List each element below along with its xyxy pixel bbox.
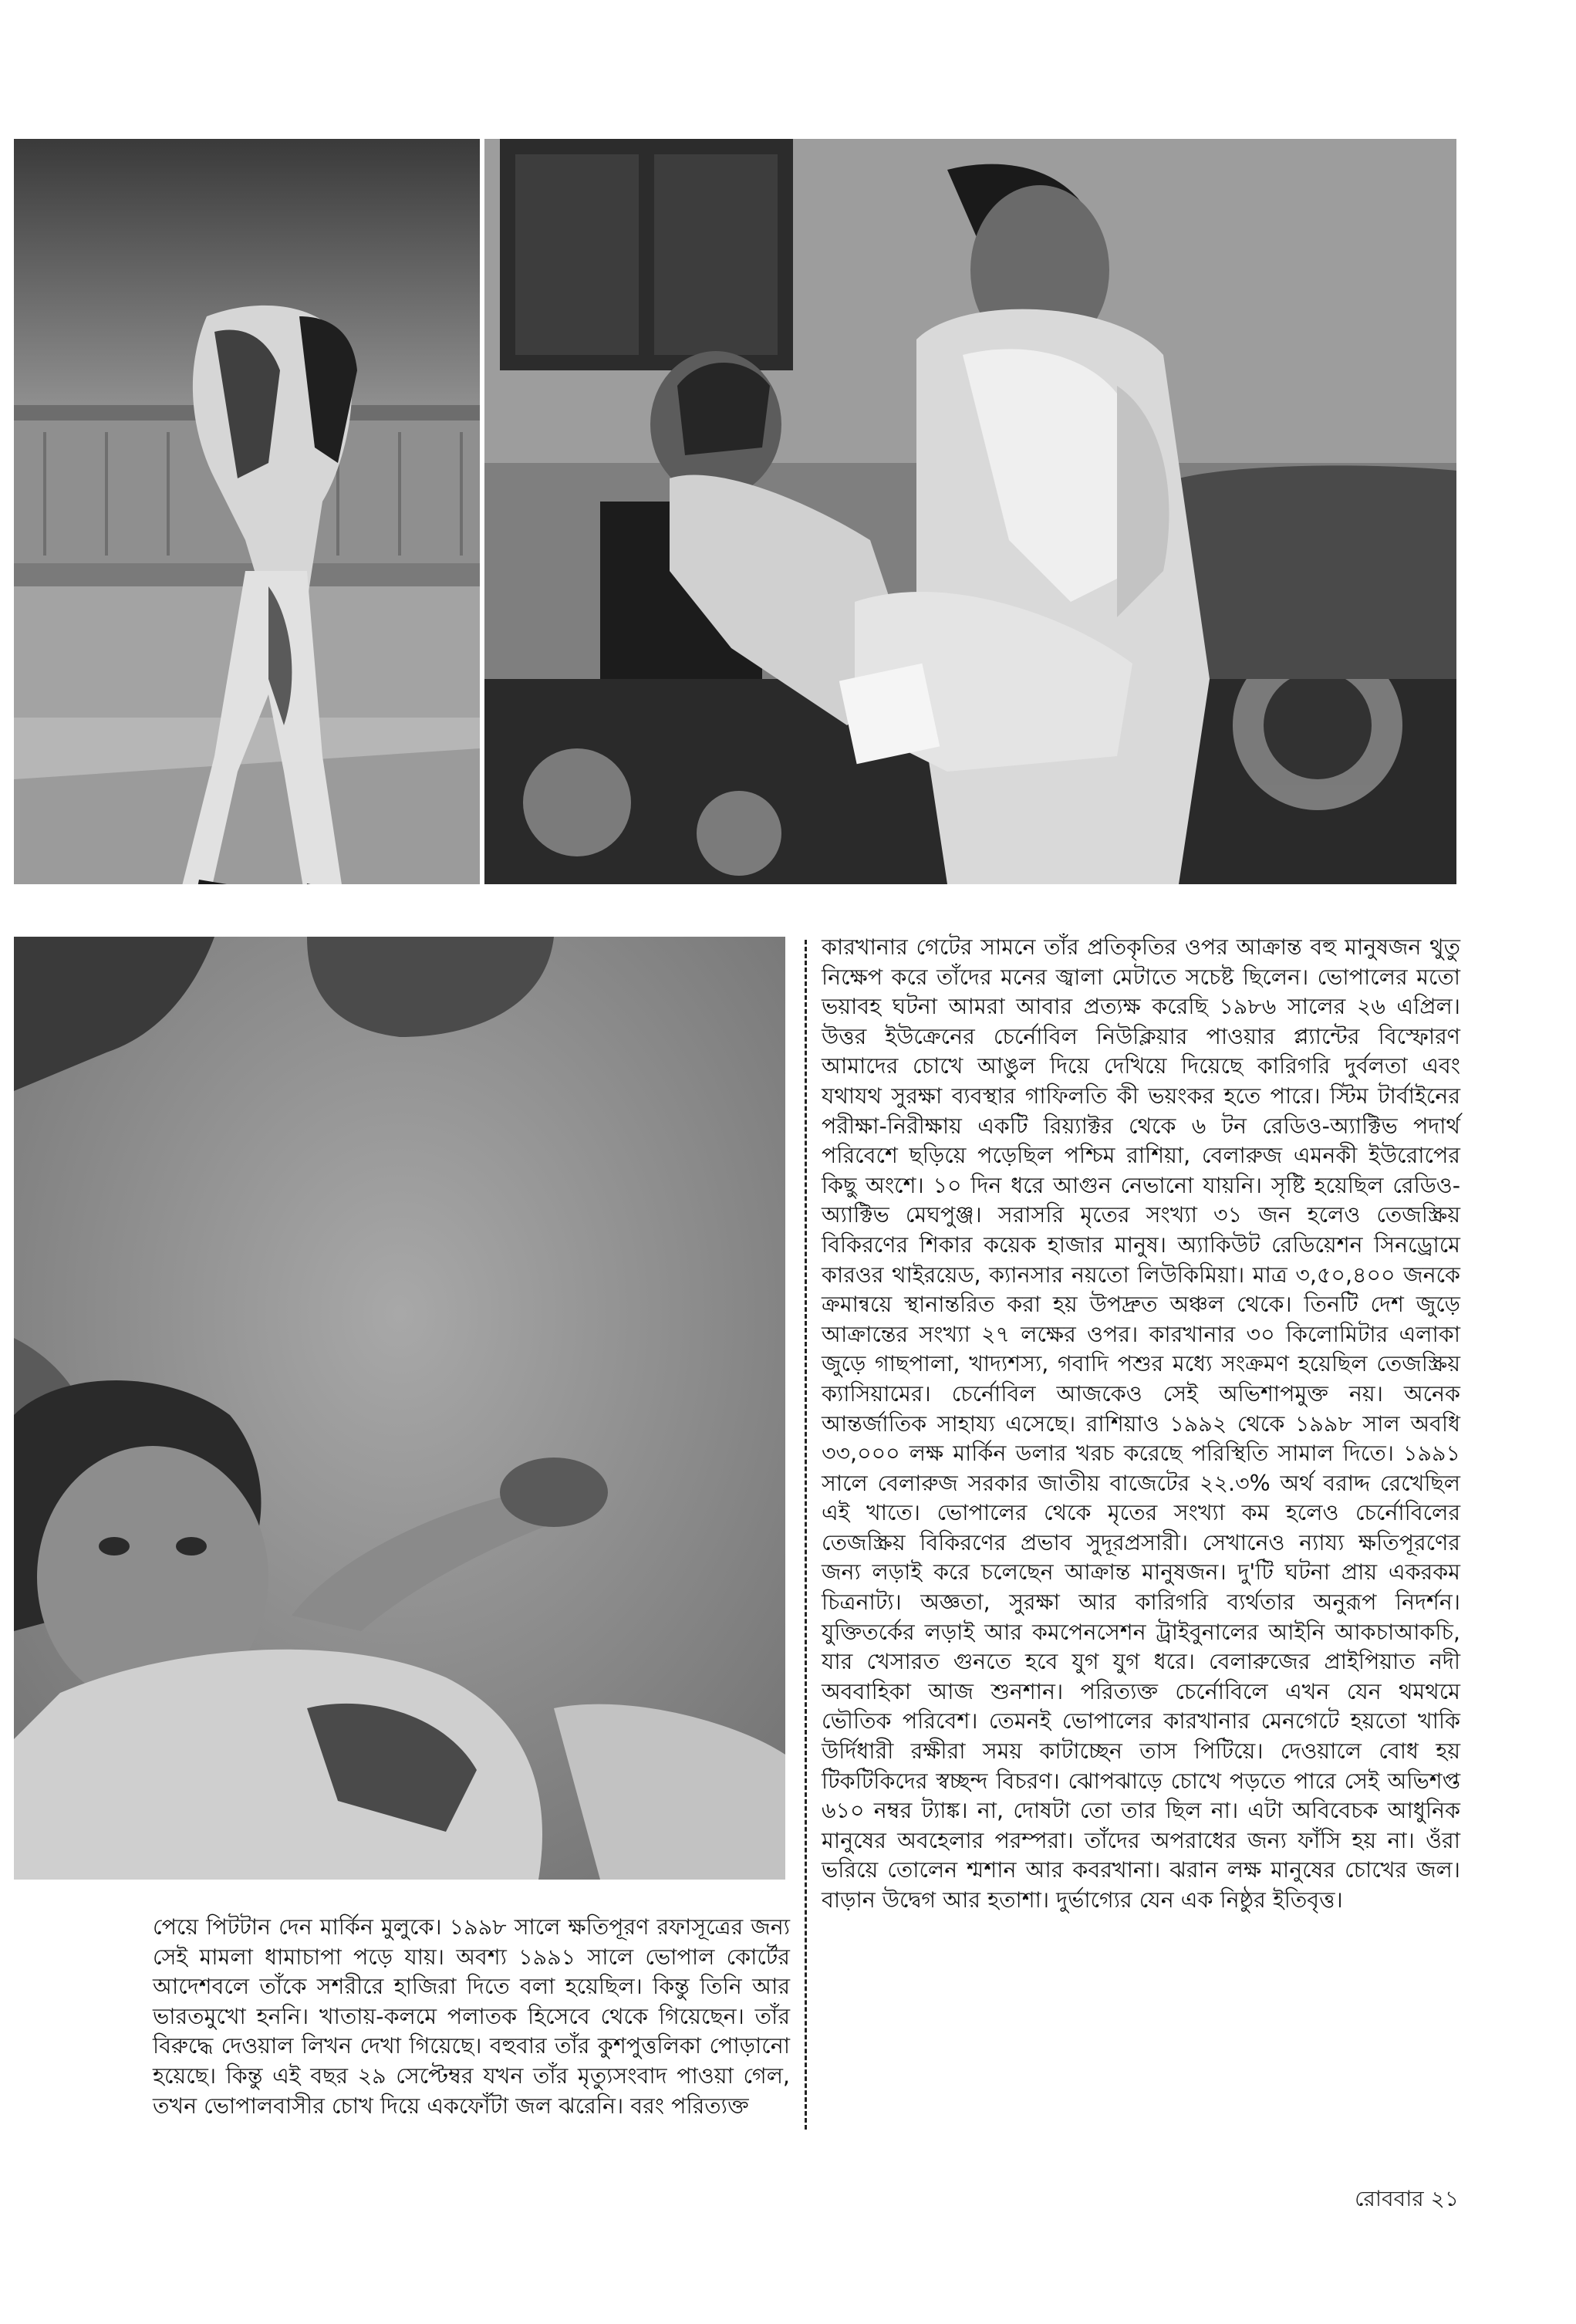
article-paragraph-right: কারখানার গেটের সামনে তাঁর প্রতিকৃতির ওপর আক্রান্ত বহু মানুষজন থুতু নিক্ষেপ করে তাঁদের মনের জ্বালা মেটাতে সচেষ্ট ছিলেন। ভোপালের মতো ভয়াবহ ঘটনা আমরা আবার প্রত্যক্ষ করেছি ১৯৮৬ সালের ২৬ এপ্রিল। উত্তর ইউক্রেনের চের্নোবিল নিউক্লিয়ার পাওয়ার প্ল্যান্টের বিস্ফোরণ আমাদের চোখে আঙুল দিয়ে দেখিয়ে দিয়েছে কারিগরি দুর্বলতা এবং যথাযথ সুরক্ষা ব্যবস্থার গাফিলতি কী ভয়ংকর হতে পারে। স্টিম টার্বাইনের পরীক্ষা-নিরীক্ষায় একটি রিয়্যাক্টর থেকে ৬ টন রেডিও-অ্যাক্টিভ পদার্থ পরিবেশে ছড়িয়ে পড়েছিল পশ্চিম রাশিয়া, বেলারুজ এমনকী ইউরোপের কিছু অংশে। ১০ দিন ধরে আগুন নেভানো যায়নি। সৃষ্টি হয়েছিল রেডিও-অ্যাক্টিভ মেঘপুঞ্জ। সরাসরি মৃতের সংখ্যা ৩১ জন হলেও তেজস্ক্রিয় বিকিরণের শিকার কয়েক হাজার মানুষ। অ্যাকিউট রেডিয়েশন সিনড্রোমে কারওর থাইরয়েড, ক্যানসার নয়তো লিউকিমিয়া। মাত্র ৩,৫০,৪০০ জনকে ক্রমান্বয়ে স্থানান্তরিত করা হয় উপদ্রুত অঞ্চল থেকে। তিনটি দেশ জুড়ে আক্রান্তের সংখ্যা ২৭ লক্ষের ওপর। কারখানার ৩০ কিলোমিটার এলাকা জুড়ে গাছপালা, খাদ্যশস্য, গবাদি পশুর মধ্যে সংক্রমণ হয়েছিল তেজস্ক্রিয় ক্যাসিয়ামের। চের্নোবিল আজকেও সেই অভিশাপমুক্ত নয়। অনেক আন্তর্জাতিক সাহায্য এসেছে। রাশিয়াও ১৯৯২ থেকে ১৯৯৮ সাল অবধি ৩৩,০০০ লক্ষ মার্কিন ডলার খরচ করেছে পরিস্থিতি সামাল দিতে। ১৯৯১ সালে বেলারুজ সরকার জাতীয় বাজেটের ২২.৩% অর্থ বরাদ্দ রেখেছিল এই খাতে। ভোপালের থেকে মৃতের সংখ্যা কম হলেও চের্নোবিলের তেজস্ক্রিয় বিকিরণের প্রভাব সুদূরপ্রসারী। সেখানেও ন্যায্য ক্ষতিপূরণের জন্য লড়াই করে চলেছেন আক্রান্ত মানুষজন। দু'টি ঘটনা প্রায় একরকম চিত্রনাট্য। অজ্ঞতা, সুরক্ষা আর কারিগরি ব্যর্থতার অনুরূপ নিদর্শন। যুক্তিতর্কের লড়াই আর কমপেনসেশন ট্রাইবুনালের আইনি আকচাআকচি, যার খেসারত গুনতে হবে যুগ যুগ ধরে। বেলারুজের প্রাইপিয়াত নদী অববাহিকা আজ শুনশান। পরিত্যক্ত চের্নোবিলে এখন যেন থমথমে ভৌতিক পরিবেশ। তেমনই ভোপালের কারখানার মেনগেটে হয়তো খাকি উর্দিধারী রক্ষীরা সময় কাটাচ্ছেন তাস পিটিয়ে। দেওয়ালে বোধ হয় টিকটিকিদের স্বচ্ছন্দ বিচরণ। ঝোপঝাড়ে চোখে পড়তে পারে সেই অভিশপ্ত ৬১০ নম্বর ট্যাঙ্ক। না, দোষটা তো তার ছিল না। এটা অবিবেচক আধুনিক মানুষের অবহেলার পরম্পরা। তাঁদের অপরাধের জন্য ফাঁসি হয় না। ওঁরা ভরিয়ে তোলেন শ্মশান আর কবরখানা। ঝরান লক্ষ মানুষের চোখের জল। বাড়ান উদ্বেগ আর হতাশা। দুর্ভাগ্যের যেন এক নিষ্ঠুর ইতিবৃত্ত।	[822, 934, 1461, 1913]
photo-child-lying-on-floor	[14, 937, 785, 1880]
article-column-right	[822, 933, 1460, 1916]
article-column-left	[153, 1913, 790, 2121]
column-divider	[805, 940, 807, 2130]
article-paragraph-left: পেয়ে পিটটান দেন মার্কিন মুলুকে। ১৯৯৮ সালে ক্ষতিপূরণ রফাসূত্রের জন্য সেই মামলা ধামাচাপা পড়ে যায়। অবশ্য ১৯৯১ সালে ভোপাল কোর্টের আদেশবলে তাঁকে সশরীরে হাজিরা দিতে বলা হয়েছিল। কিন্তু তিনি আর ভারতমুখো হননি। খাতায়-কলমে পলাতক হিসেবে থেকে গিয়েছেন। তাঁর বিরুদ্ধে দেওয়াল লিখন দেখা গিয়েছে। বহুবার তাঁর কুশপুত্তলিকা পোড়ানো হয়েছে। কিন্তু এই বছর ২৯ সেপ্টেম্বর যখন তাঁর মৃত্যুসংবাদ পাওয়া গেল, তখন ভোপালবাসীর চোখ দিয়ে একফোঁটা জল ঝরেনি। বরং পরিত্যক্ত	[153, 1914, 790, 2119]
photo-man-carrying-child	[14, 139, 480, 884]
page-folio: রোববার ২১	[1355, 2186, 1459, 2211]
photo-mother-holding-child	[484, 139, 1456, 884]
